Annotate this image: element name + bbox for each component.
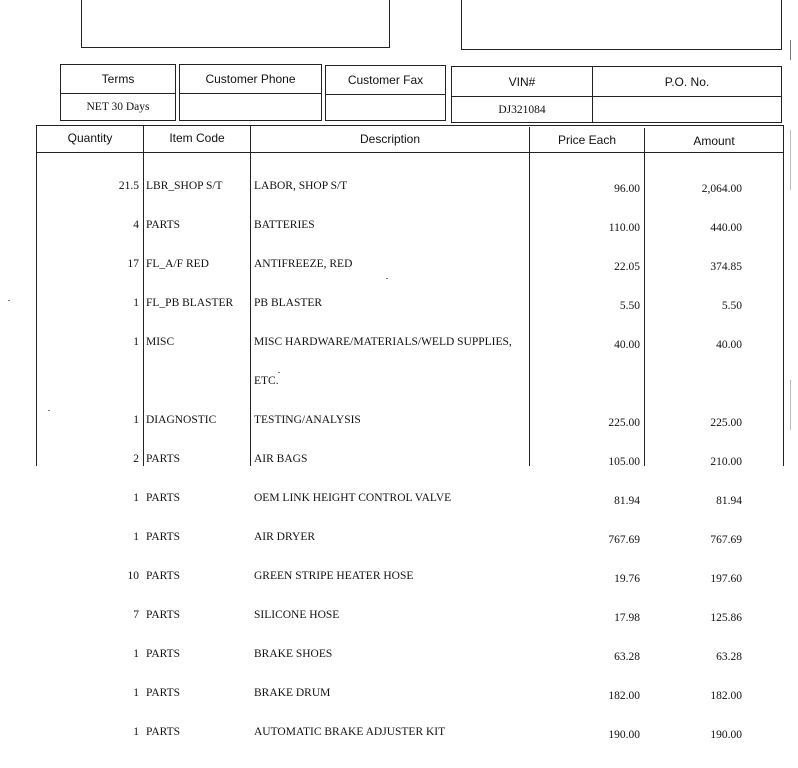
amount-cell: 225.00 — [710, 417, 742, 429]
description-cells — [254, 154, 526, 765]
scan-speck — [278, 372, 280, 373]
description-cell: TESTING/ANALYSIS — [254, 414, 361, 426]
ship-to-box — [461, 0, 782, 50]
amount-cell: 767.69 — [710, 534, 742, 546]
price-each-cell: 96.00 — [614, 183, 640, 195]
description-cell: AIR BAGS — [254, 453, 308, 465]
item-code-cell: MISC — [146, 336, 175, 348]
description-cell-continued: ETC. — [254, 375, 279, 387]
quantity-cell: 1 — [133, 531, 139, 543]
description-cell: OEM LINK HEIGHT CONTROL VALVE — [254, 492, 452, 504]
description-cell: BRAKE SHOES — [254, 648, 333, 660]
description-cell: BRAKE DRUM — [254, 687, 331, 699]
quantity-cell: 1 — [133, 492, 139, 504]
amount-cell: 440.00 — [710, 222, 742, 234]
scan-speck — [386, 278, 388, 279]
scan-speck — [790, 40, 791, 60]
item-code-cell: LBR_SHOP S/T — [146, 180, 223, 192]
customer-phone-column — [179, 64, 322, 121]
quantity-cell: 1 — [133, 648, 139, 660]
price-each-cell: 22.05 — [614, 261, 640, 273]
price-each-column-header: Price Each — [557, 133, 617, 147]
quantity-column-header: Quantity — [67, 131, 113, 145]
item-code-column-header: Item Code — [169, 131, 225, 145]
price-each-cells — [560, 157, 640, 768]
quantity-cell: 1 — [133, 687, 139, 699]
quantity-cell: 1 — [133, 297, 139, 309]
item-code-cell: PARTS — [146, 687, 181, 699]
amount-cell: 182.00 — [710, 690, 742, 702]
price-each-cell: 81.94 — [614, 495, 640, 507]
price-each-cell: 225.00 — [608, 417, 640, 429]
amount-cell: 190.00 — [710, 729, 742, 741]
description-cell: MISC HARDWARE/MATERIALS/WELD SUPPLIES, — [254, 336, 512, 348]
description-cell: ANTIFREEZE, RED — [254, 258, 353, 270]
quantity-cell: 10 — [127, 570, 139, 582]
scan-speck — [790, 380, 791, 430]
item-code-cell: PARTS — [146, 453, 181, 465]
price-each-cell: 63.28 — [614, 651, 640, 663]
item-code-cell: PARTS — [146, 219, 181, 231]
item-code-cell: FL_PB BLASTER — [146, 297, 234, 309]
quantity-cell: 1 — [133, 414, 139, 426]
price-each-cell: 182.00 — [608, 690, 640, 702]
price-each-cell: 110.00 — [608, 222, 640, 234]
customer-fax-column — [325, 65, 446, 121]
amount-cell: 197.60 — [710, 573, 742, 585]
amount-cell: 374.85 — [710, 261, 742, 273]
price-each-cell: 190.00 — [608, 729, 640, 741]
amount-cell: 81.94 — [716, 495, 742, 507]
description-cell: AIR DRYER — [254, 531, 316, 543]
description-cell: GREEN STRIPE HEATER HOSE — [254, 570, 414, 582]
description-cell: LABOR, SHOP S/T — [254, 180, 348, 192]
quantity-cell: 2 — [133, 453, 139, 465]
quantity-cells — [60, 154, 139, 765]
price-each-cell: 19.76 — [614, 573, 640, 585]
scan-speck — [790, 130, 791, 190]
customer-phone-header: Customer Phone — [205, 72, 296, 86]
quantity-cell: 4 — [133, 219, 139, 231]
price-each-cell: 767.69 — [608, 534, 640, 546]
amount-cell: 63.28 — [716, 651, 742, 663]
terms-column — [60, 64, 176, 121]
description-cell: SILICONE HOSE — [254, 609, 340, 621]
price-each-cell: 17.98 — [614, 612, 640, 624]
quantity-cell: 17 — [127, 258, 139, 270]
price-each-cell: 105.00 — [608, 456, 640, 468]
item-code-cell: PARTS — [146, 609, 181, 621]
item-code-cells — [146, 154, 248, 765]
item-code-cell: FL_A/F RED — [146, 258, 209, 270]
quantity-cell: 1 — [133, 726, 139, 738]
description-cell: PB BLASTER — [254, 297, 323, 309]
description-cell: BATTERIES — [254, 219, 315, 231]
po-header: P.O. No. — [664, 74, 710, 89]
bill-to-box — [81, 0, 390, 48]
item-code-cell: DIAGNOSTIC — [146, 414, 217, 426]
customer-fax-header: Customer Fax — [347, 73, 424, 87]
quantity-cell: 21.5 — [118, 180, 139, 192]
scan-speck — [48, 410, 50, 411]
item-code-cell: PARTS — [146, 531, 181, 543]
price-each-cell: 5.50 — [619, 300, 640, 312]
description-column-header: Description — [359, 132, 421, 146]
quantity-cell: 7 — [133, 609, 139, 621]
vin-value: DJ321084 — [498, 103, 546, 116]
amount-column-header: Amount — [693, 134, 735, 148]
amount-cell: 40.00 — [716, 339, 742, 351]
item-code-cell: PARTS — [146, 648, 181, 660]
price-each-cell: 40.00 — [614, 339, 640, 351]
item-code-cell: PARTS — [146, 726, 181, 738]
description-cell: AUTOMATIC BRAKE ADJUSTER KIT — [254, 726, 446, 738]
amount-cells — [670, 157, 742, 768]
amount-cell: 210.00 — [710, 456, 742, 468]
vin-header: VIN# — [508, 74, 536, 89]
item-code-cell: PARTS — [146, 570, 181, 582]
amount-cell: 125.86 — [710, 612, 742, 624]
terms-header: Terms — [101, 72, 135, 86]
amount-cell: 5.50 — [721, 300, 742, 312]
scan-speck — [8, 300, 10, 301]
terms-value: NET 30 Days — [86, 101, 150, 113]
amount-cell: 2,064.00 — [701, 183, 742, 195]
vin-po-block — [451, 66, 782, 123]
quantity-cell: 1 — [133, 336, 139, 348]
item-code-cell: PARTS — [146, 492, 181, 504]
